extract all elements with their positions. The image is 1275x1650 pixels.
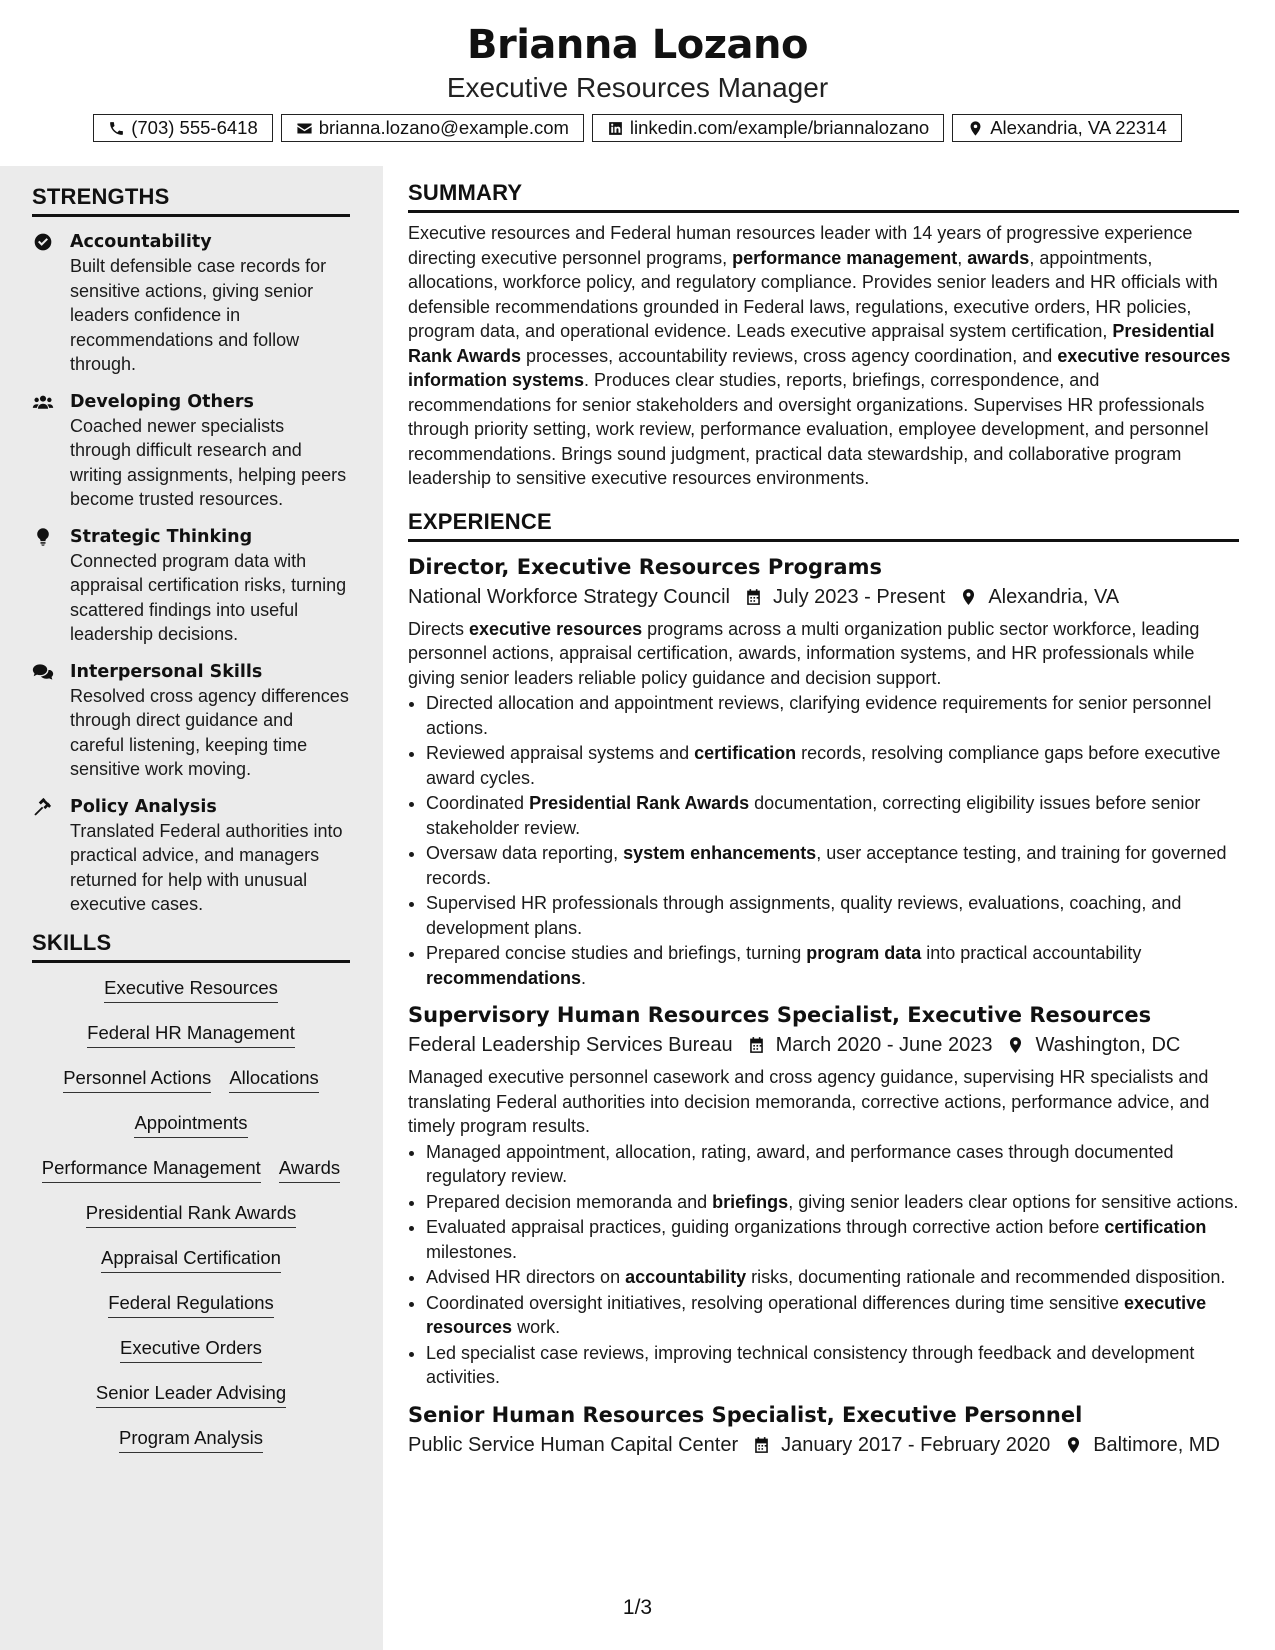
strength-item [32,660,350,782]
summary-section [408,180,1239,491]
location-contact [952,114,1182,142]
skill-tag: Program Analysis [119,1427,263,1453]
map-marker-icon [1050,1435,1093,1455]
comments-icon [32,662,54,682]
experience-section [408,509,1239,1460]
bullet-item: • Reviewed appraisal systems and certification records, resolving compliance gaps before executive award cycles. [426,741,1239,790]
job-meta [408,582,1239,612]
job-location: Washington, DC [1035,1034,1181,1056]
bullet-item: • Evaluated appraisal practices, guiding organizations through corrective action before certification milestones. [426,1215,1239,1264]
strength-item [32,390,350,512]
phone-text: (703) 555-6418 [131,117,258,138]
bullet-item: • Prepared concise studies and briefings, turning program data into practical accountability recommendations. [426,941,1239,990]
map-marker-icon [967,120,984,137]
strengths-heading: STRENGTHS [32,184,350,217]
job-dates: March 2020 - June 2023 [775,1034,993,1056]
calendar-icon [733,1035,776,1055]
skill-tag: Personnel Actions [63,1067,211,1093]
skill-row [32,1292,350,1337]
strength-desc: Connected program data with appraisal certification risks, turning scattered findings into useful leadership decisions. [70,550,347,644]
location-text: Alexandria, VA 22314 [990,117,1167,138]
experience-heading: EXPERIENCE [408,509,1239,542]
strength-desc: Coached newer specialists through difficult research and writing assignments, helping peers become trusted resources. [70,415,347,509]
strength-desc: Resolved cross agency differences through direct guidance and careful listening, keeping time sensitive work moving. [70,685,349,779]
contact-bar [0,114,1275,142]
skill-row [32,977,350,1022]
skill-tag: Executive Orders [120,1337,262,1363]
bullet-item: • Prepared decision memoranda and briefings, giving senior leaders clear options for sensitive actions. [426,1190,1239,1215]
bullet-item: • Advised HR directors on accountability risks, documenting rationale and recommended disposition. [426,1265,1239,1290]
linkedin-text: linkedin.com/example/briannalozano [629,117,930,138]
email-text: brianna.lozano@example.com [318,117,569,138]
phone-contact [93,114,273,142]
job-title: Director, Executive Resources Programs [408,554,882,579]
page-number: 1/3 [622,1596,653,1619]
strength-item [32,230,350,377]
strength-title: Accountability [70,232,212,252]
job-title: Supervisory Human Resources Specialist, Executive Resources [408,1003,1152,1027]
phone-icon [108,120,125,137]
job-org: Public Service Human Capital Center [408,1433,739,1456]
job-org: National Workforce Strategy Council [408,585,730,608]
lightbulb-icon [32,527,54,547]
strength-title: Interpersonal Skills [70,661,263,682]
envelope-icon [296,120,313,137]
main-column [408,180,1239,1460]
map-marker-icon [992,1035,1035,1055]
skill-row [32,1157,350,1202]
job-description: Managed executive personnel casework and cross agency guidance, supervising HR specialists and translating Federal authorities into decision memoranda, corrective actions, performance advice, and timely program results. [408,1067,1210,1136]
strength-desc: Translated Federal authorities into practical advice, and managers returned for help with unusual executive cases. [70,820,343,914]
check-circle-icon [32,232,54,252]
resume-header [0,0,1275,166]
job-location: Alexandria, VA [988,585,1120,608]
skill-row [32,1112,350,1157]
job-description: Directs executive resources programs across a multi organization public sector workforce, leading personnel actions, appraisal certification, awards, information systems, and HR professionals while giving senior leaders reliable policy guidance and decision support. [408,618,1200,688]
bullet-item: • Oversaw data reporting, system enhancements, user acceptance testing, and training for governed records. [426,841,1239,890]
job-bullets [408,691,1239,990]
linkedin-contact[interactable] [592,114,944,142]
gavel-icon [32,797,54,817]
job-title: Senior Human Resources Specialist, Executive Personnel [408,1402,1083,1427]
job-meta [408,1430,1239,1460]
strength-desc: Built defensible case records for sensitive actions, giving senior leaders confidence in recommendations and follow through. [70,256,327,374]
skill-tag: Federal HR Management [87,1022,295,1048]
skill-tag: Appointments [134,1112,247,1138]
strength-item [32,795,350,917]
bullet-item: • Directed allocation and appointment reviews, clarifying evidence requirements for senior personnel actions. [426,691,1239,740]
skill-row [32,1337,350,1382]
summary-heading: SUMMARY [408,180,1239,213]
skill-row [32,1427,350,1472]
skill-row [32,1247,350,1292]
bullet-item: • Coordinated Presidential Rank Awards documentation, correcting eligibility issues before senior stakeholder review. [426,791,1239,840]
skill-tag: Executive Resources [104,977,278,1003]
bullet-item: • Coordinated oversight initiatives, resolving operational differences during time sensitive executive resources work. [426,1291,1239,1340]
skill-row [32,1382,350,1427]
skill-row [32,1022,350,1067]
strengths-section [32,184,350,917]
skill-tag: Appraisal Certification [101,1247,281,1273]
skill-tag: Performance Management [42,1157,261,1183]
sidebar [0,166,383,1650]
strength-title: Policy Analysis [70,796,217,817]
job-org: Federal Leadership Services Bureau [408,1034,733,1056]
email-contact[interactable] [281,114,584,142]
linkedin-icon [607,120,624,137]
candidate-title: Executive Resources Manager [446,72,829,103]
skill-tag: Presidential Rank Awards [86,1202,296,1228]
skill-row [32,1202,350,1247]
skill-tag: Allocations [229,1067,318,1093]
skill-tag: Awards [279,1157,340,1183]
skill-tag: Federal Regulations [108,1292,274,1318]
job-dates: January 2017 - February 2020 [781,1433,1051,1456]
skills-section [32,930,350,1472]
job-dates: July 2023 - Present [773,585,946,608]
job-location: Baltimore, MD [1093,1433,1220,1456]
calendar-icon [730,587,773,607]
strength-title: Developing Others [70,391,254,412]
strength-item [32,525,350,647]
bullet-item: • Led specialist case reviews, improving technical consistency through feedback and development activities. [426,1341,1239,1390]
skills-heading: SKILLS [32,930,350,963]
map-marker-icon [945,587,988,607]
job-entry [408,1400,1239,1460]
skill-row [32,1067,350,1112]
skill-tag: Senior Leader Advising [96,1382,286,1408]
bullet-item: • Managed appointment, allocation, rating, award, and performance cases through documented regulatory review. [426,1140,1239,1189]
job-bullets [408,1140,1239,1390]
strength-title: Strategic Thinking [70,526,253,547]
job-entry [408,1000,1239,1390]
skills-list [32,977,350,1472]
users-icon [32,392,54,412]
summary-text: Executive resources and Federal human resources leader with 14 years of progressive experience directing executive personnel programs, performance management, awards, appointments, allocations, workforce policy, and regulatory compliance. Provides senior leaders and HR officials with defensible recommendations grounded in Federal laws, regulations, executive orders, HR policies, program data, and operational evidence. Leads executive appraisal system certification, Presidential Rank Awards processes, accountability reviews, cross agency coordination, and executive resources information systems. Produces clear studies, reports, briefings, correspondence, and recommendations for senior stakeholders and oversight organizations. Supervises HR professionals through priority setting, work review, performance evaluation, employee development, and personnel recommendations. Brings sound judgment, practical data stewardship, and collaborative program leadership to sensitive executive resources environments. [408,223,1231,488]
candidate-name: Brianna Lozano [467,22,808,68]
calendar-icon [738,1435,781,1455]
job-entry [408,552,1239,991]
bullet-item: • Supervised HR professionals through assignments, quality reviews, evaluations, coaching, and development plans. [426,891,1239,940]
job-meta [408,1030,1239,1060]
